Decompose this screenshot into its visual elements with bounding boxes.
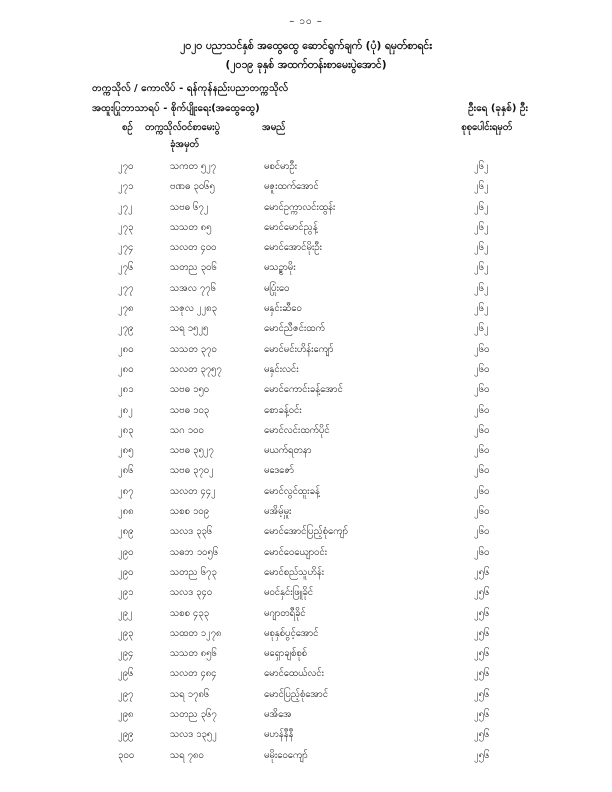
roll-number: ဗဏဓ ၃၀၆၅ [170, 181, 215, 193]
row-number: ၂၇၃ [118, 221, 134, 233]
table-row [0, 176, 612, 196]
row-number: ၂၈၈ [118, 506, 134, 518]
student-name: မမိုးဝေကျော် [264, 749, 308, 761]
row-number: ၂၇၉ [118, 323, 134, 335]
table-row [0, 704, 612, 724]
column-header-roll-sub: ခုံအမှတ် [170, 139, 199, 150]
student-name: မယက်ရတနာ [264, 445, 312, 457]
column-header-roll: တက္ကသိုလ်ဝင်စာမေးပွဲ [145, 122, 220, 133]
roll-number: သလတ ၄၈၄ [170, 668, 217, 680]
table-row [0, 643, 612, 663]
table-row [0, 156, 612, 176]
roll-number: သတည ၃၆၇ [170, 709, 217, 721]
row-number: ၂၈၂ [118, 404, 133, 416]
row-number: ၂၉၃ [118, 627, 134, 639]
table-row [0, 684, 612, 704]
student-name: မောင်အောင်မိုးဦး [264, 242, 322, 254]
total-score: ၂၅၆ [474, 749, 490, 761]
student-name: မရှောချစ်စုစ် [264, 648, 308, 660]
table-row [0, 298, 612, 318]
student-name: မသဉ္စာမိုး [264, 262, 296, 274]
roll-number: သတည ၃၀၆ [170, 262, 217, 274]
major-line: အထူးပြုဘာသာရပ် - စိုက်ပျိုးရေး(အထွေထွေ) [92, 103, 260, 114]
total-score: ၂၆၀ [474, 485, 490, 497]
roll-number: သဗဓ ၁၅၀ [170, 384, 210, 396]
row-number: ၂၉၉ [118, 729, 134, 741]
table-row [0, 420, 612, 440]
row-number: ၂၉၀ [118, 546, 134, 558]
table-row [0, 217, 612, 237]
student-name: မောင်ညီဇင်းထက် [264, 323, 325, 335]
row-number: ၂၉၇ [118, 688, 134, 700]
student-name: မပြုံးဝေ [264, 282, 290, 294]
row-number: ၃၀၀ [118, 749, 135, 761]
table-row [0, 197, 612, 217]
row-number: ၂၇၈ [118, 303, 134, 315]
student-name: မနှင်းဆီဝေ [264, 303, 302, 315]
table-row [0, 562, 612, 582]
roll-number: သဗဓ ၃၅၂၇ [170, 445, 214, 457]
total-score: ၂၅၆ [474, 587, 490, 599]
total-score: ၂၆၂ [474, 323, 489, 335]
student-name: မောင်လင်းထက်ပိုင် [264, 424, 330, 436]
row-number: ၂၇၇ [118, 282, 134, 294]
row-number: ၂၉၀ [118, 566, 134, 578]
table-row [0, 318, 612, 338]
roll-number: သဇုလ ၂၂၈၃ [170, 303, 217, 315]
row-number: ၂၈၇ [118, 485, 134, 497]
student-name: မအိအေ [264, 709, 292, 721]
table-row [0, 379, 612, 399]
total-score: ၂၅၆ [474, 607, 490, 619]
row-number: ၂၇၆ [118, 262, 134, 274]
row-number: ၂၈၀ [118, 363, 134, 375]
roll-number: သလတ ၄၀၀ [170, 242, 217, 254]
table-row [0, 460, 612, 480]
page-subtitle: (၂၀၁၉ ခုနှစ် အထက်တန်းစာမေးပွဲအောင်) [225, 59, 387, 71]
column-header-name: အမည် [262, 122, 286, 133]
student-name: မောင်ထေယ်လင်း [264, 668, 324, 680]
row-number: ၂၇၄ [118, 242, 134, 254]
student-name: မနှင်းလင်း [264, 363, 299, 375]
student-name: မောင်လွင်ထူးခန့် [264, 485, 320, 497]
total-score: ၂၅၆ [474, 566, 490, 578]
roll-number: သဗဓ ၆၇၂ [170, 201, 209, 213]
total-score: ၂၆၀ [474, 526, 490, 538]
table-row [0, 339, 612, 359]
roll-number: သရ ၇၈၀ [170, 749, 204, 761]
headcount-label: ဦးရေ (ခုနှစ်) ဦး [468, 103, 528, 114]
student-name: မောင်ပြည့်စုံအောင် [264, 688, 328, 700]
roll-number: သသတ ၈၅ [170, 221, 212, 233]
total-score: ၂၆၂ [474, 181, 489, 193]
student-name: မောင်မင်းဟိန်းကျော် [264, 343, 334, 355]
total-score: ၂၅၆ [474, 627, 490, 639]
table-row [0, 542, 612, 562]
student-name: မအိမ့်မှူး [264, 506, 292, 518]
roll-number: သသတ ၃၇၀ [170, 343, 217, 355]
student-name: မဇူးထက်အောင် [264, 181, 319, 193]
row-number: ၂၇၂ [118, 201, 133, 213]
total-score: ၂၆၀ [474, 546, 490, 558]
table-row [0, 440, 612, 460]
roll-number: သစစ ၁၀၉ [170, 506, 209, 518]
student-name: မဟန်နီနီ [264, 729, 294, 741]
student-name: မစင်မာဦး [264, 161, 298, 172]
roll-number: သသတ ၈၅၆ [170, 648, 217, 660]
table-row [0, 521, 612, 541]
table-row [0, 623, 612, 643]
roll-number: သဗဓ ၁၀၃ [170, 404, 210, 416]
row-number: ၂၇၁ [118, 181, 134, 193]
row-number: ၂၉၁ [118, 587, 134, 599]
roll-number: သအလ ၇၇၆ [170, 282, 216, 294]
roll-number: သလဒ ၃၄၀ [170, 587, 213, 599]
total-score: ၂၆၀ [474, 465, 490, 477]
total-score: ၂၆၀ [474, 424, 490, 436]
roll-number: သရ ၁၅၂၅ [170, 323, 209, 335]
total-score: ၂၆၀ [474, 404, 490, 416]
student-name: မဝင်နှင်းဖြူခိုင် [264, 587, 313, 599]
total-score: ၂၆၀ [474, 445, 490, 457]
total-score: ၂၅၆ [474, 688, 490, 700]
row-number: ၂၇၀ [118, 161, 134, 172]
roll-number: သရ ၁၇၈၆ [170, 688, 210, 700]
row-number: ၂၉၈ [118, 709, 134, 721]
table-row [0, 400, 612, 420]
roll-number: သတည ၆၇၃ [170, 566, 217, 578]
column-header-score: စုစုပေါင်းရမှတ် [461, 122, 512, 133]
table-row [0, 724, 612, 744]
total-score: ၂၆၀ [474, 343, 490, 355]
roll-number: သကတ ၅၂၇ [170, 161, 217, 172]
row-number: ၂၈၃ [118, 424, 134, 436]
total-score: ၂၅၆ [474, 709, 490, 721]
roll-number: သဗဓ ၃၇၀၂ [170, 465, 214, 477]
table-row [0, 582, 612, 602]
total-score: ၂၆၂ [474, 161, 489, 172]
student-name: စောခန့်ဝင်း [264, 404, 302, 416]
row-number: ၂၉၄ [118, 648, 134, 660]
total-score: ၂၅၆ [474, 729, 490, 741]
row-number: ၂၈၁ [118, 384, 134, 396]
student-name: မဒေဇော် [264, 465, 294, 477]
table-row [0, 237, 612, 257]
table-row [0, 745, 612, 765]
roll-number: သစစ ၄၃၃ [170, 607, 209, 619]
total-score: ၂၆၂ [474, 221, 489, 233]
table-row [0, 663, 612, 683]
total-score: ၂၆၀ [474, 506, 490, 518]
university-line: တက္ကသိုလ် / ကောလိပ် - ရန်ကုန်နည်းပညာတက္ကသိုလ် [92, 83, 289, 94]
roll-number: သဂ ၁၀၀ [170, 424, 204, 436]
roll-number: သလဒ ၁၃၅၂ [170, 729, 217, 741]
table-row [0, 481, 612, 501]
table-row [0, 603, 612, 623]
total-score: ၂၆၀ [474, 363, 490, 375]
total-score: ၂၆၂ [474, 303, 489, 315]
total-score: ၂၆၂ [474, 262, 489, 274]
total-score: ၂၅၆ [474, 668, 490, 680]
student-name: မောင်ဥက္ကာလင်းထွန်း [264, 201, 336, 213]
student-name: မောင်ဝေယျောဝင်း [264, 546, 328, 558]
roll-number: သထတ ၁၂၇၈ [170, 627, 222, 639]
total-score: ၂၅၆ [474, 648, 490, 660]
total-score: ၂၆၀ [474, 384, 490, 396]
total-score: ၂၆၂ [474, 282, 489, 294]
row-number: ၂၉၂ [118, 607, 133, 619]
total-score: ၂၆၂ [474, 201, 489, 213]
row-number: ၂၉၆ [118, 668, 134, 680]
roll-number: သဓဘ ၁၀၅၆ [170, 546, 219, 558]
student-name: မဂျာတရီခိုင် [264, 607, 306, 619]
table-row [0, 501, 612, 521]
total-score: ၂၆၂ [474, 242, 489, 254]
student-name: မစုနှစ်ပွင့်အောင် [264, 627, 319, 639]
student-name: မောင်ကောင်းခန့်အောင် [264, 384, 343, 396]
row-number: ၂၈၀ [118, 343, 134, 355]
roll-number: သလဒ ၃၃၆ [170, 526, 213, 538]
results-list [0, 156, 612, 765]
column-header-no: စဉ် [122, 122, 133, 133]
row-number: ၂၈၆ [118, 465, 134, 477]
page-number: – ၁၀ – [289, 16, 323, 27]
student-name: မောင်မောင်ညွန့် [264, 221, 318, 233]
page-title: ၂၀၂၀ ပညာသင်နှစ် အထွေထွေ ဆောင်ရွက်ချက် (ပုံ) ရမှတ်စာရင်း [180, 40, 432, 52]
row-number: ၂၈၉ [118, 526, 134, 538]
table-row [0, 278, 612, 298]
student-name: မောင်အောင်ပြည့်စုံကျော် [264, 526, 348, 538]
table-row [0, 359, 612, 379]
row-number: ၂၈၅ [118, 445, 134, 457]
roll-number: သလတ ၃၇၅၇ [170, 363, 222, 375]
table-row [0, 257, 612, 277]
student-name: မောင်စည်သူဟိန်း [264, 566, 325, 578]
roll-number: သလတ ၄၄၂ [170, 485, 216, 497]
